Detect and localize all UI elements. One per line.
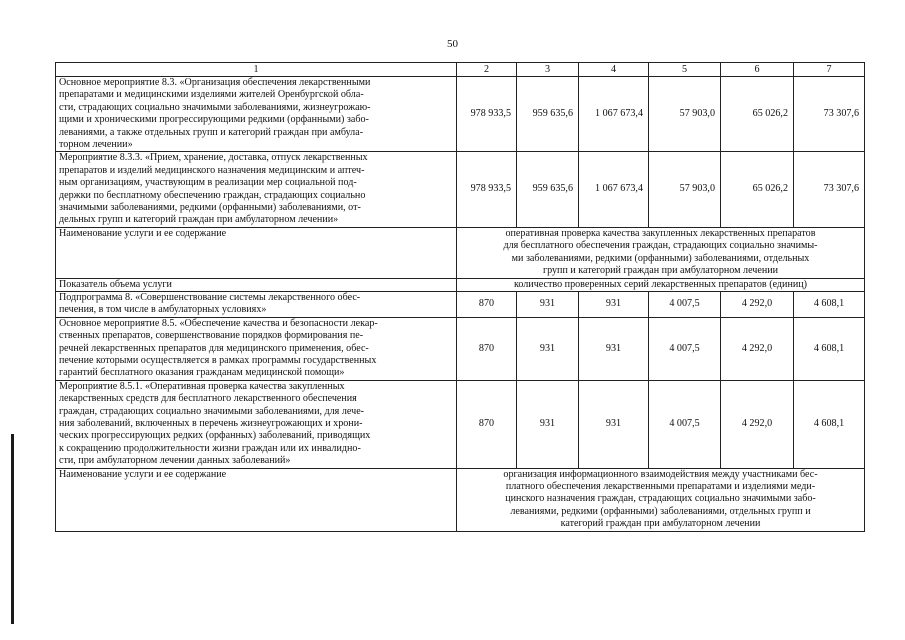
value-cell: 959 635,6 bbox=[517, 152, 579, 227]
value-cell: 4 608,1 bbox=[794, 291, 865, 317]
value-cell: 870 bbox=[457, 291, 517, 317]
column-header: 4 bbox=[579, 63, 649, 77]
service-content-cell: оперативная проверка качества закупленных лекарственных препаратов для бесплатного обеспечения граждан, страдающих социально значимы- ми заболеваниями, редкими (орфанными) заболеваниями, отдельных групп и категорий граждан при амбулаторном лечении bbox=[457, 227, 865, 278]
value-cell: 4 007,5 bbox=[649, 317, 721, 380]
value-cell: 959 635,6 bbox=[517, 77, 579, 152]
page-number: 50 bbox=[447, 38, 458, 50]
value-cell: 4 292,0 bbox=[721, 380, 794, 468]
value-cell: 1 067 673,4 bbox=[579, 152, 649, 227]
scan-edge-mark bbox=[11, 434, 14, 624]
value-cell: 73 307,6 bbox=[794, 77, 865, 152]
value-cell: 4 292,0 bbox=[721, 317, 794, 380]
value-cell: 57 903,0 bbox=[649, 77, 721, 152]
row-label: Показатель объема услуги bbox=[56, 278, 457, 291]
table-row bbox=[56, 291, 865, 317]
column-header: 1 bbox=[56, 63, 457, 77]
row-description: Подпрограмма 8. «Совершенствование системы лекарственного обес- печения, в том числе в амбулаторных условиях» bbox=[56, 291, 457, 317]
value-cell: 4 608,1 bbox=[794, 317, 865, 380]
volume-indicator-cell: количество проверенных серий лекарственных препаратов (единиц) bbox=[457, 278, 865, 291]
value-cell: 931 bbox=[517, 317, 579, 380]
value-cell: 931 bbox=[579, 317, 649, 380]
table-row bbox=[56, 317, 865, 380]
value-cell: 931 bbox=[579, 291, 649, 317]
column-header: 2 bbox=[457, 63, 517, 77]
value-cell: 57 903,0 bbox=[649, 152, 721, 227]
table-row bbox=[56, 468, 865, 531]
row-label: Наименование услуги и ее содержание bbox=[56, 468, 457, 531]
value-cell: 978 933,5 bbox=[457, 152, 517, 227]
table-row bbox=[56, 227, 865, 278]
value-cell: 978 933,5 bbox=[457, 77, 517, 152]
value-cell: 931 bbox=[517, 380, 579, 468]
value-cell: 73 307,6 bbox=[794, 152, 865, 227]
program-table bbox=[55, 62, 865, 532]
row-description: Основное мероприятие 8.3. «Организация обеспечения лекарственными препаратами и медицинскими изделиями жителей Оренбургской обла- сти, страдающих социально значимыми заболеваниями, жизнеугрожаю- щими и хроническими прогрессирующими редкими (орфанными) забо- леваниями, а также отдельных групп и категорий граждан при амбула- торном лечении» bbox=[56, 77, 457, 152]
row-description: Мероприятие 8.5.1. «Оперативная проверка качества закупленных лекарственных средств для бесплатного лекарственного обеспечения граждан, страдающих социально значимыми заболеваниями, для лече- ния заболеваний, включенных в перечень жизнеугрожающих и хрони- ческих прогрессирующих редких (орфанных) заболеваний, приводящих к сокращению продолжительности жизни граждан или их инвалидно- сти, при амбулаторном лечении данных заболеваний» bbox=[56, 380, 457, 468]
column-header: 7 bbox=[794, 63, 865, 77]
value-cell: 870 bbox=[457, 317, 517, 380]
column-header: 5 bbox=[649, 63, 721, 77]
table-row bbox=[56, 77, 865, 152]
table-row bbox=[56, 380, 865, 468]
value-cell: 870 bbox=[457, 380, 517, 468]
value-cell: 65 026,2 bbox=[721, 77, 794, 152]
value-cell: 1 067 673,4 bbox=[579, 77, 649, 152]
row-label: Наименование услуги и ее содержание bbox=[56, 227, 457, 278]
value-cell: 65 026,2 bbox=[721, 152, 794, 227]
value-cell: 4 292,0 bbox=[721, 291, 794, 317]
column-header: 6 bbox=[721, 63, 794, 77]
row-description: Основное мероприятие 8.5. «Обеспечение качества и безопасности лекар- ственных препаратов, совершенствование порядков формирования пе- речней лекарственных препаратов для медицинского применения, обес- печение которыми осуществляется в рамках программы государственных гарантий бесплатного оказания гражданам медицинской помощи» bbox=[56, 317, 457, 380]
table-header-row bbox=[56, 63, 865, 77]
row-description: Мероприятие 8.3.3. «Прием, хранение, доставка, отпуск лекарственных препаратов и изделий медицинского назначения медицинским и аптеч- ным организациям, участвующим в реализации мер социальной под- держки по бесплатному обеспечению граждан, страдающих социально значимыми заболеваниями, редкими (орфанными) заболеваниями, от- дельных групп и категорий граждан при амбулаторном лечении» bbox=[56, 152, 457, 227]
service-content-cell: организация информационного взаимодействия между участниками бес- платного обеспечения лекарственными препаратами и изделиями меди- цинского назначения граждан, страдающих социально значимыми забо- леваниями, редкими (орфанными) заболеваниями, отдельных групп и категорий граждан при амбулаторном лечении bbox=[457, 468, 865, 531]
value-cell: 4 007,5 bbox=[649, 380, 721, 468]
value-cell: 4 007,5 bbox=[649, 291, 721, 317]
value-cell: 931 bbox=[579, 380, 649, 468]
value-cell: 4 608,1 bbox=[794, 380, 865, 468]
table-row bbox=[56, 152, 865, 227]
value-cell: 931 bbox=[517, 291, 579, 317]
column-header: 3 bbox=[517, 63, 579, 77]
table-row bbox=[56, 278, 865, 291]
